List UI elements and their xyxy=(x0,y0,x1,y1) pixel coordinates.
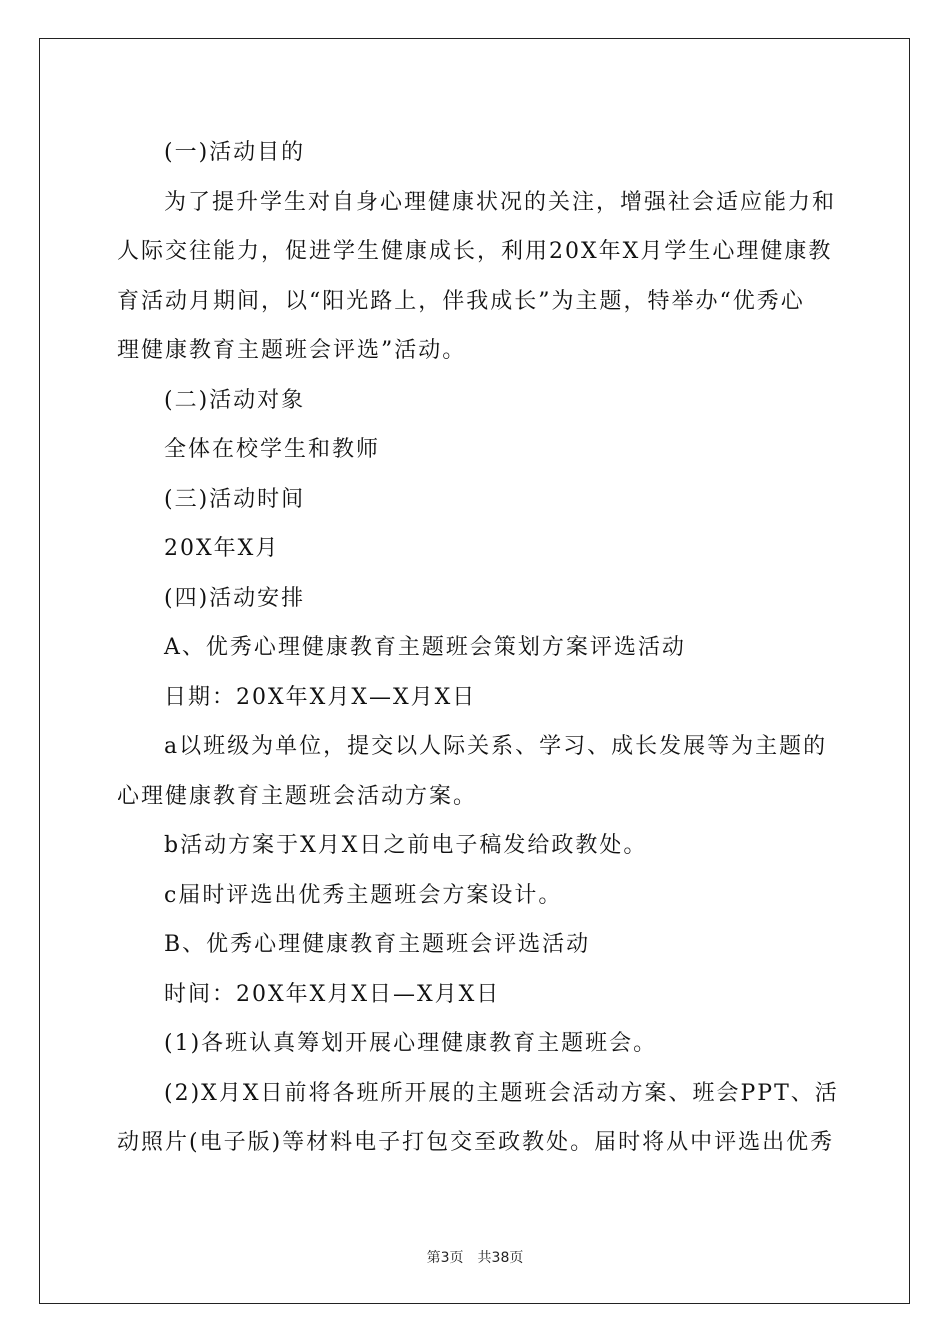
paragraph-line: 心理健康教育主题班会活动方案。 xyxy=(117,783,478,809)
page-number: 第3页 xyxy=(426,1250,464,1266)
paragraph-line-first: (一)活动目的 xyxy=(164,140,306,165)
paragraph-line-first: 日期：20X年X月X—X月X日 xyxy=(164,684,477,710)
page-total: 共38页 xyxy=(477,1250,524,1266)
paragraph-line-first: c届时评选出优秀主题班会方案设计。 xyxy=(164,882,563,908)
paragraph-line: 育活动月期间，以“阳光路上，伴我成长”为主题，特举办“优秀心 xyxy=(117,288,805,314)
paragraph-line: 动照片(电子版)等材料电子打包交至政教处。届时将从中评选出优秀 xyxy=(117,1130,835,1155)
paragraph-line-first: 为了提升学生对自身心理健康状况的关注，增强社会适应能力和 xyxy=(164,189,837,215)
paragraph-line-first: B、优秀心理健康教育主题班会评选活动 xyxy=(164,932,591,957)
paragraph-line-first: 时间：20X年X月X日—X月X日 xyxy=(164,981,501,1007)
paragraph-line-first: 全体在校学生和教师 xyxy=(164,437,381,462)
paragraph-line-first: b活动方案于X月X日之前电子稿发给政教处。 xyxy=(164,833,648,858)
document-body xyxy=(117,128,837,1168)
paragraph-line-first: (2)X月X日前将各班所开展的主题班会活动方案、班会PPT、活 xyxy=(164,1080,839,1106)
paragraph-line-first: (三)活动时间 xyxy=(164,486,306,512)
page-footer xyxy=(0,1247,950,1267)
paragraph-line: 理健康教育主题班会评选”活动。 xyxy=(117,338,467,363)
paragraph-line-first: (1)各班认真筹划开展心理健康教育主题班会。 xyxy=(164,1031,658,1056)
paragraph-line-first: a以班级为单位，提交以人际关系、学习、成长发展等为主题的 xyxy=(164,734,828,759)
paragraph-line-first: (四)活动安排 xyxy=(164,585,306,611)
paragraph-line-first: (二)活动对象 xyxy=(164,387,306,413)
paragraph-line-first: 20X年X月 xyxy=(164,536,280,561)
paragraph-line-first: A、优秀心理健康教育主题班会策划方案评选活动 xyxy=(164,635,686,660)
paragraph-line: 人际交往能力，促进学生健康成长，利用20X年X月学生心理健康教 xyxy=(117,239,833,264)
